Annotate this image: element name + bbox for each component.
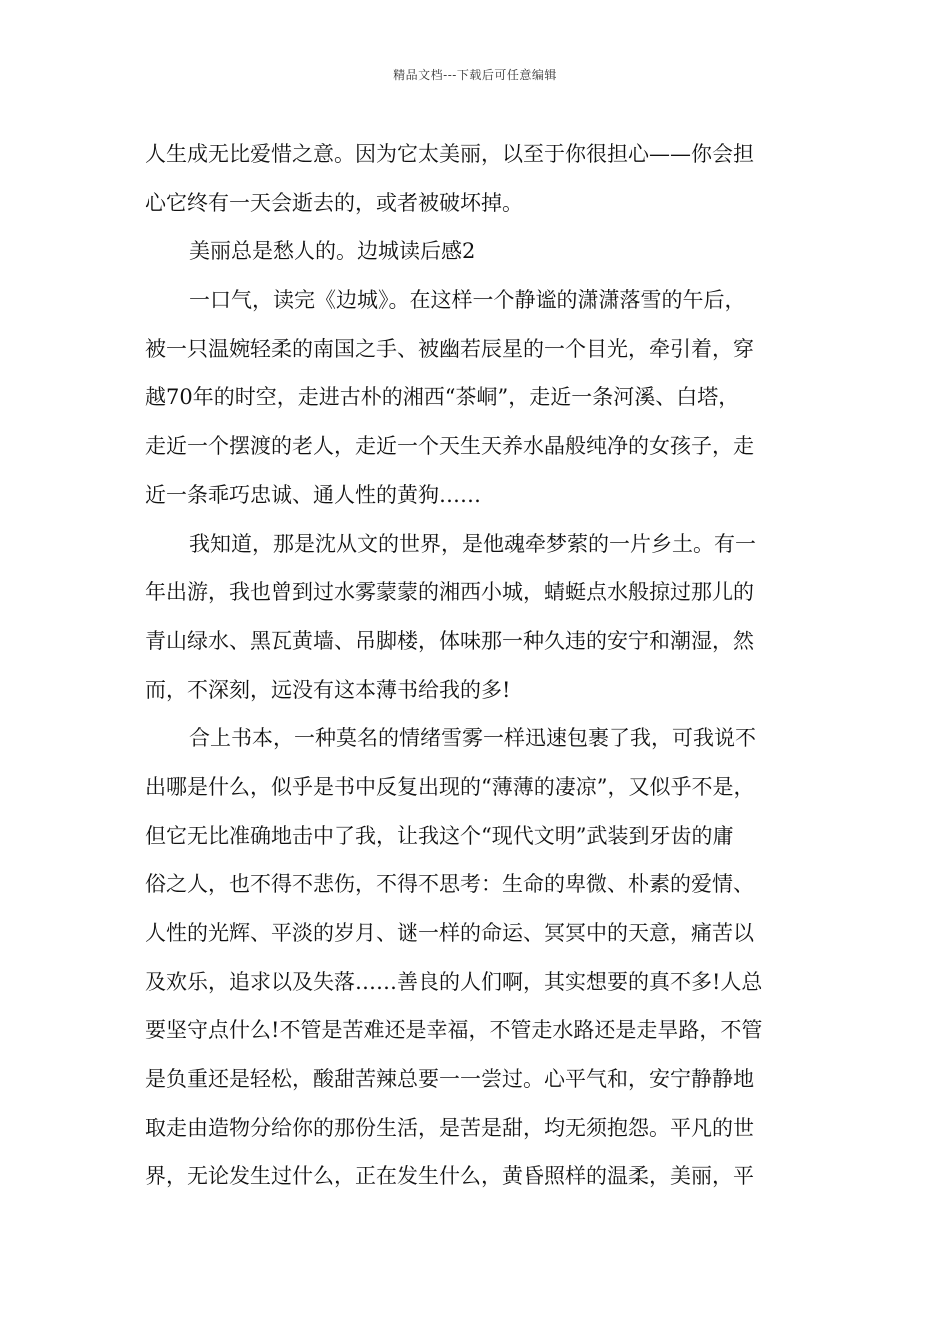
text-line: 人性的光辉、平淡的岁月、谜一样的命运、冥冥中的天意，痛苦以 [145,921,754,945]
text-line: 人生成无比爱惜之意。因为它太美丽，以至于你很担心——你会担 [145,142,754,166]
text-line: 一口气，读完《边城》。在这样一个静谧的潇潇落雪的午后， [189,288,746,313]
body-text [145,130,811,1201]
text-line: 出哪是什么，似乎是书中反复出现的“薄薄的凄凉”，又似乎不是， [145,774,755,799]
text-line: 走近一个摆渡的老人，走近一个天生天养水晶般纯净的女孩子，走 [145,434,754,459]
text-line: 越70年的时空，走进古朴的湘西“茶峒”，走近一条河溪、白塔， [145,385,740,410]
text-line: 要坚守点什么!不管是苦难还是幸福，不管走水路还是走旱路，不管 [145,1018,763,1043]
text-line: 青山绿水、黑瓦黄墙、吊脚楼，体味那一种久违的安宁和潮湿，然 [145,628,754,653]
text-line: 近一条乖巧忠诚、通人性的黄狗…… [145,482,481,507]
text-line: 我知道，那是沈从文的世界，是他魂牵梦萦的一片乡土。有一 [189,531,756,556]
text-line: 及欢乐，追求以及失落……善良的人们啊，其实想要的真不多!人总 [145,969,763,994]
text-line: 但它无比准确地击中了我，让我这个“现代文明”武装到牙齿的庸 [145,823,734,848]
text-line: 合上书本，一种莫名的情绪雪雾一样迅速包裹了我，可我说不 [189,726,756,751]
text-line: 被一只温婉轻柔的南国之手、被幽若辰星的一个目光，牵引着，穿 [145,336,754,361]
text-line: 心它终有一天会逝去的，或者被破坏掉。 [145,190,523,215]
text-line: 俗之人，也不得不悲伤，不得不思考：生命的卑微、朴素的爱情、 [145,872,754,897]
page-header: 精品文档---下载后可任意编辑 [393,68,557,82]
text-line: 而，不深刻，远没有这本薄书给我的多! [145,677,511,702]
text-line: 界，无论发生过什么，正在发生什么，黄昏照样的温柔，美丽，平 [145,1164,754,1189]
text-line: 是负重还是轻松，酸甜苦辣总要一一尝过。心平气和，安宁静静地 [145,1067,754,1092]
text-line: 取走由造物分给你的那份生活，是苦是甜，均无须抱怨。平凡的世 [145,1115,754,1140]
text-line: 美丽总是愁人的。边城读后感2 [189,239,476,264]
text-line: 年出游，我也曾到过水雾蒙蒙的湘西小城，蜻蜓点水般掠过那儿的 [145,580,754,605]
